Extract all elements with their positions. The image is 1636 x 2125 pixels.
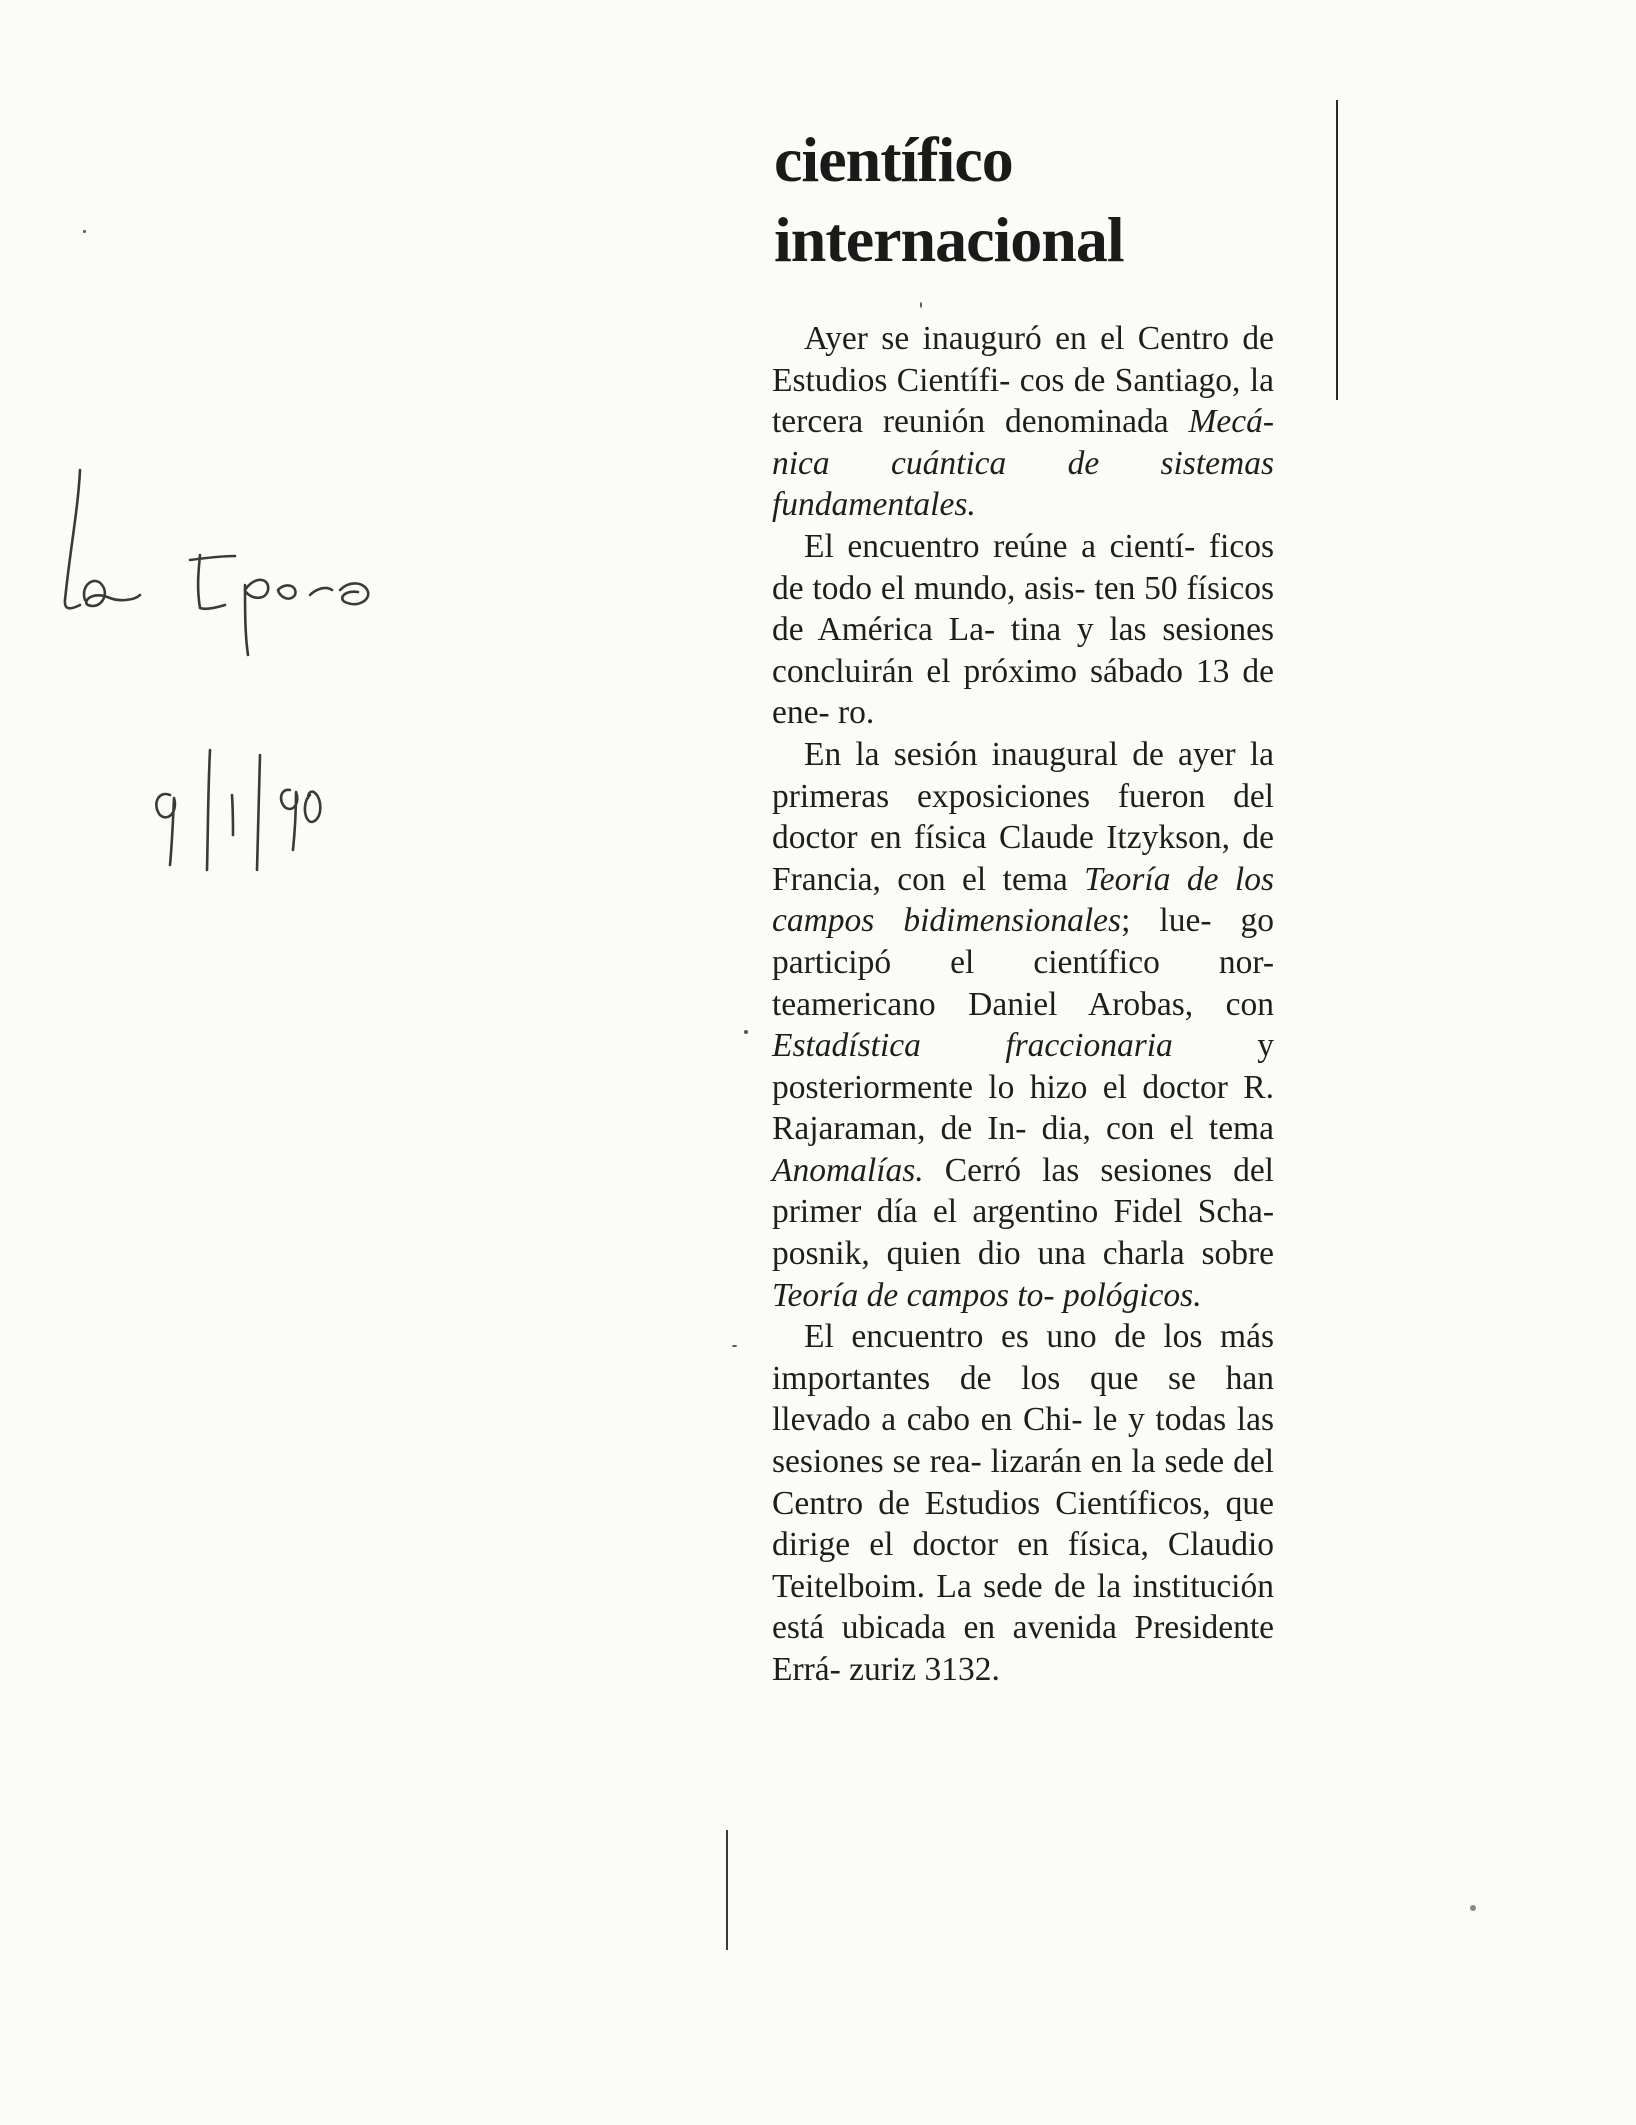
article-paragraph-3: [772, 734, 1274, 1316]
article-italic-title: Mecá- nica cuántica de sistemas fundamentales.: [772, 403, 1274, 524]
article-text: y posteriormente lo hizo el doctor R. Rajaraman, de In- dia, con el tema: [772, 1027, 1274, 1148]
article-italic-title: Teoría de los campos bidimensionales: [772, 860, 1274, 940]
scan-speck: [732, 1345, 737, 1347]
scan-speck: [920, 302, 922, 308]
column-rule-left: [726, 1830, 728, 1950]
headline: [774, 120, 1294, 280]
article-paragraph-4: El encuentro es uno de los más importantes de los que se han llevado a cabo en Chi- le y todas las sesiones se rea- lizarán en la sede del Centro de Estudios Científicos, que dirige el doctor en física, Claudio Teitelboim. La sede de la institución está ubicada en avenida Presidente Errá- zuriz 3132.: [772, 1318, 1274, 1688]
article-text: Ayer se inauguró en el Centro de Estudios Científi- cos de Santiago, la tercera reunión denominada: [772, 320, 1274, 441]
article-italic-title: Anomalías.: [772, 1151, 924, 1189]
article-text: Cerró las sesiones del primer día el argentino Fidel Scha- posnik, quien dio una charla sobre: [772, 1151, 1274, 1273]
scan-speck: [1470, 1905, 1476, 1911]
article-text: ; lue- go participó el científico nor- teamericano Daniel Arobas, con: [772, 902, 1274, 1023]
article-italic-title: Estadística fraccionaria: [772, 1027, 1173, 1065]
column-rule-right: [1336, 100, 1338, 400]
scan-speck: [744, 1030, 748, 1034]
article-italic-title: Teoría de campos to- pológicos.: [772, 1276, 1202, 1314]
article-paragraph-1: [772, 318, 1274, 526]
headline-line-2: internacional: [774, 204, 1124, 275]
scan-speck: [83, 230, 86, 233]
headline-line-1: científico: [774, 124, 1013, 195]
handwritten-annotation: [40, 450, 500, 910]
article-paragraph-2: El encuentro reúne a cientí- ficos de todo el mundo, asis- ten 50 físicos de América La- tina y las sesiones concluirán el próximo sábado 13 de ene- ro.: [772, 527, 1274, 732]
handwriting-drawing: [40, 450, 500, 910]
article-text: En la sesión inaugural de ayer la primeras exposiciones fueron del doctor en física Claude Itzykson, de Francia, con el tema: [772, 735, 1274, 898]
article-body: [772, 318, 1274, 1691]
